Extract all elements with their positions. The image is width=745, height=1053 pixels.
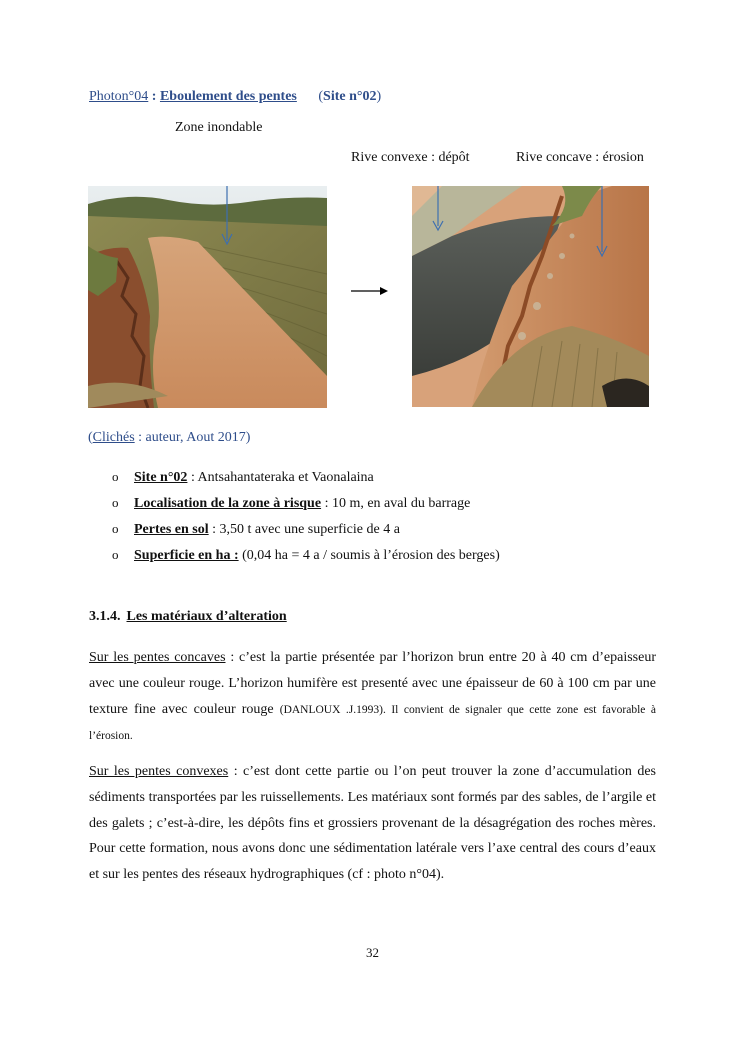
site-details-list	[112, 466, 672, 570]
bullet-icon: o	[112, 495, 119, 510]
bullet-label: Site n°02	[134, 470, 188, 485]
site-name: Site n°02	[323, 89, 377, 104]
bullet-icon: o	[112, 521, 119, 536]
credit-open: (	[88, 430, 93, 445]
site-open: (	[318, 89, 324, 104]
credit-text: : auteur, Aout 2017)	[134, 430, 251, 445]
photo-title-colon: :	[148, 89, 160, 104]
photo-river-banks	[412, 186, 649, 407]
site-close: )	[376, 89, 382, 104]
bullet-label: Superficie en ha :	[134, 548, 239, 563]
bullet-icon: o	[112, 469, 119, 484]
paragraph-text: : c’est la partie présentée par l’horizon brun entre 20 à 40 cm d’epaisseur avec une couleur rouge. L’horizon humifère est presenté avec une épaisseur de 60 à 100 cm par une texture fine avec couleur rouge	[89, 650, 656, 717]
photo-credit	[88, 430, 250, 446]
bullet-text: : 10 m, en aval du barrage	[321, 496, 471, 511]
rive-convexe-label: Rive convexe : dépôt	[351, 150, 470, 165]
paragraph-text: : c’est dont cette partie ou l’on peut trouver la zone d’accumulation des sédiments transportées par les ruissellements. Les matériaux sont formés par des sables, de l’argile et des galets ; c’est-à-dire, les dépôts fins et grossiers provenant de la désagrégation des roches mères. Pour cette formation, nous avons donc une sédimentation latérale vers l’axe central des cours d’eaux et sur les pentes des réseaux hydrographiques (cf : photo n°04).	[89, 764, 656, 883]
credit-label: Clichés	[92, 430, 135, 445]
photo-title-text: Eboulement des pentes	[159, 89, 297, 104]
bullet-text: (0,04 ha = 4 a / soumis à l’érosion des berges)	[238, 548, 500, 563]
photo-eroded-path	[88, 186, 327, 408]
section-number: 3.1.4.	[89, 609, 121, 624]
section-heading	[89, 609, 287, 625]
right-arrow-icon	[350, 284, 390, 302]
rive-concave-label: Rive concave : érosion	[516, 150, 644, 165]
bullet-text: : Antsahantateraka et Vaonalaina	[187, 470, 374, 485]
paragraph-concave-slopes	[89, 645, 656, 750]
bullet-label: Pertes en sol	[134, 522, 209, 537]
paragraph-lead: Sur les pentes convexes	[89, 764, 229, 779]
list-item	[112, 518, 672, 544]
bullet-icon: o	[112, 547, 119, 562]
bullet-text: : 3,50 t avec une superficie de 4 a	[208, 522, 400, 537]
list-item	[112, 544, 672, 570]
paragraph-lead: Sur les pentes concaves	[89, 650, 226, 665]
photo-title	[89, 89, 381, 105]
photo-site	[318, 89, 381, 104]
photo-number: Photon°04	[89, 89, 149, 104]
zone-inondable-label: Zone inondable	[175, 120, 263, 135]
list-item	[112, 492, 672, 518]
bullet-label: Localisation de la zone à risque	[134, 496, 322, 511]
page-number: 32	[366, 945, 379, 960]
paragraph-reference: (DANLOUX .J.1993). Il convient de signaler que cette zone est favorable à l’érosion.	[89, 703, 656, 743]
section-title: Les matériaux d’alteration	[126, 609, 287, 624]
paragraph-convex-slopes	[89, 759, 656, 888]
list-item	[112, 466, 672, 492]
